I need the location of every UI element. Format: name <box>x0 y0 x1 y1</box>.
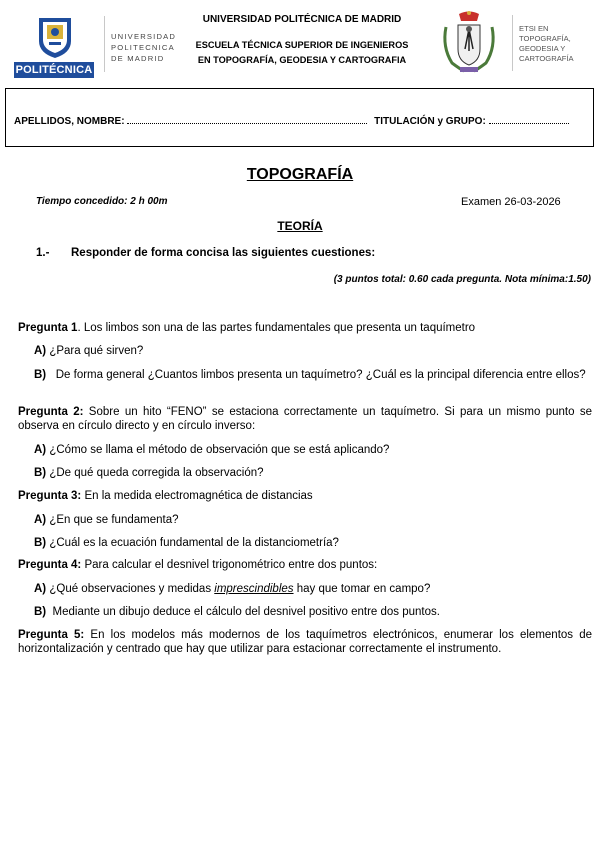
name-field[interactable] <box>127 115 367 124</box>
institution-heading <box>184 14 420 68</box>
instruction: Responder de forma concisa las siguientes cuestiones: <box>71 247 376 259</box>
question-3-b: B) ¿Cuál es la ecuación fundamental de la distanciometría? <box>34 537 339 549</box>
name-label: APELLIDOS, NOMBRE: <box>14 116 125 127</box>
question-4-a: A) ¿Qué observaciones y medidas imprescindibles hay que tomar en campo? <box>34 583 431 595</box>
divider <box>512 15 513 71</box>
group-label: TITULACIÓN y GRUPO: <box>374 116 486 127</box>
school-name: ESCUELA TÉCNICA SUPERIOR DE INGENIEROS EN TOPOGRAFÍA, GEODESIA Y CARTOGRAFIA <box>195 40 409 65</box>
student-info-row <box>14 115 569 127</box>
section-title: TEORÍA <box>277 219 323 233</box>
question-3: Pregunta 3: En la medida electromagnética de distancias <box>18 490 313 502</box>
points-note: (3 puntos total: 0.60 cada pregunta. Nota mínima:1.50) <box>333 274 591 285</box>
exam-date: Examen 26-03-2026 <box>461 196 561 208</box>
question-2-b: B) ¿De qué queda corregida la observación? <box>34 467 264 479</box>
question-1-a: A) ¿Para qué sirven? <box>34 345 144 357</box>
etsi-logo <box>440 9 498 75</box>
upm-logo <box>14 15 94 78</box>
upm-crest-icon <box>36 15 74 59</box>
question-3-a: A) ¿En que se fundamenta? <box>34 514 179 526</box>
group-field[interactable] <box>489 115 569 124</box>
question-2-a: A) ¿Cómo se llama el método de observación que se está aplicando? <box>34 444 390 456</box>
question-1-b: B) De forma general ¿Cuantos limbos presenta un taquímetro? ¿Cuál es la principal diferencia entre ellos? <box>34 369 586 381</box>
question-2: Pregunta 2: Sobre un hito “FENO” se estaciona correctamente un taquímetro. Si para un mismo punto se observa en círculo directo y en círculo inverso: <box>18 406 592 432</box>
upm-band: POLITÉCNICA <box>15 64 93 76</box>
exam-title: TOPOGRAFÍA <box>246 166 354 183</box>
university-name: UNIVERSIDAD POLITÉCNICA DE MADRID <box>202 14 402 25</box>
question-4-b: B) Mediante un dibujo deduce el cálculo del desnivel positivo entre dos puntos. <box>34 606 440 618</box>
instruction-number: 1.- <box>36 247 50 259</box>
student-info-box <box>5 88 594 147</box>
question-1: Pregunta 1. Los limbos son una de las partes fundamentales que presenta un taquímetro <box>18 322 476 334</box>
question-4: Pregunta 4: Para calcular el desnivel trigonométrico entre dos puntos: <box>18 559 378 571</box>
etsi-crest-icon <box>440 9 498 75</box>
divider <box>104 16 105 72</box>
upm-name: UNIVERSIDAD POLITECNICA DE MADRID <box>111 32 177 63</box>
question-5: Pregunta 5: En los modelos más modernos de los taquímetros electrónicos, enumerar los elementos de horizontalización y centrado que hay que utilizar para estacionar correctamente el instrumento. <box>18 629 592 655</box>
emphasis: imprescindibles <box>214 583 294 595</box>
time-allowed: Tiempo concedido: 2 h 00m <box>36 196 168 207</box>
etsi-name: ETSI EN TOPOGRAFÍA, GEODESIA Y CARTOGRAFÍA <box>519 24 574 63</box>
